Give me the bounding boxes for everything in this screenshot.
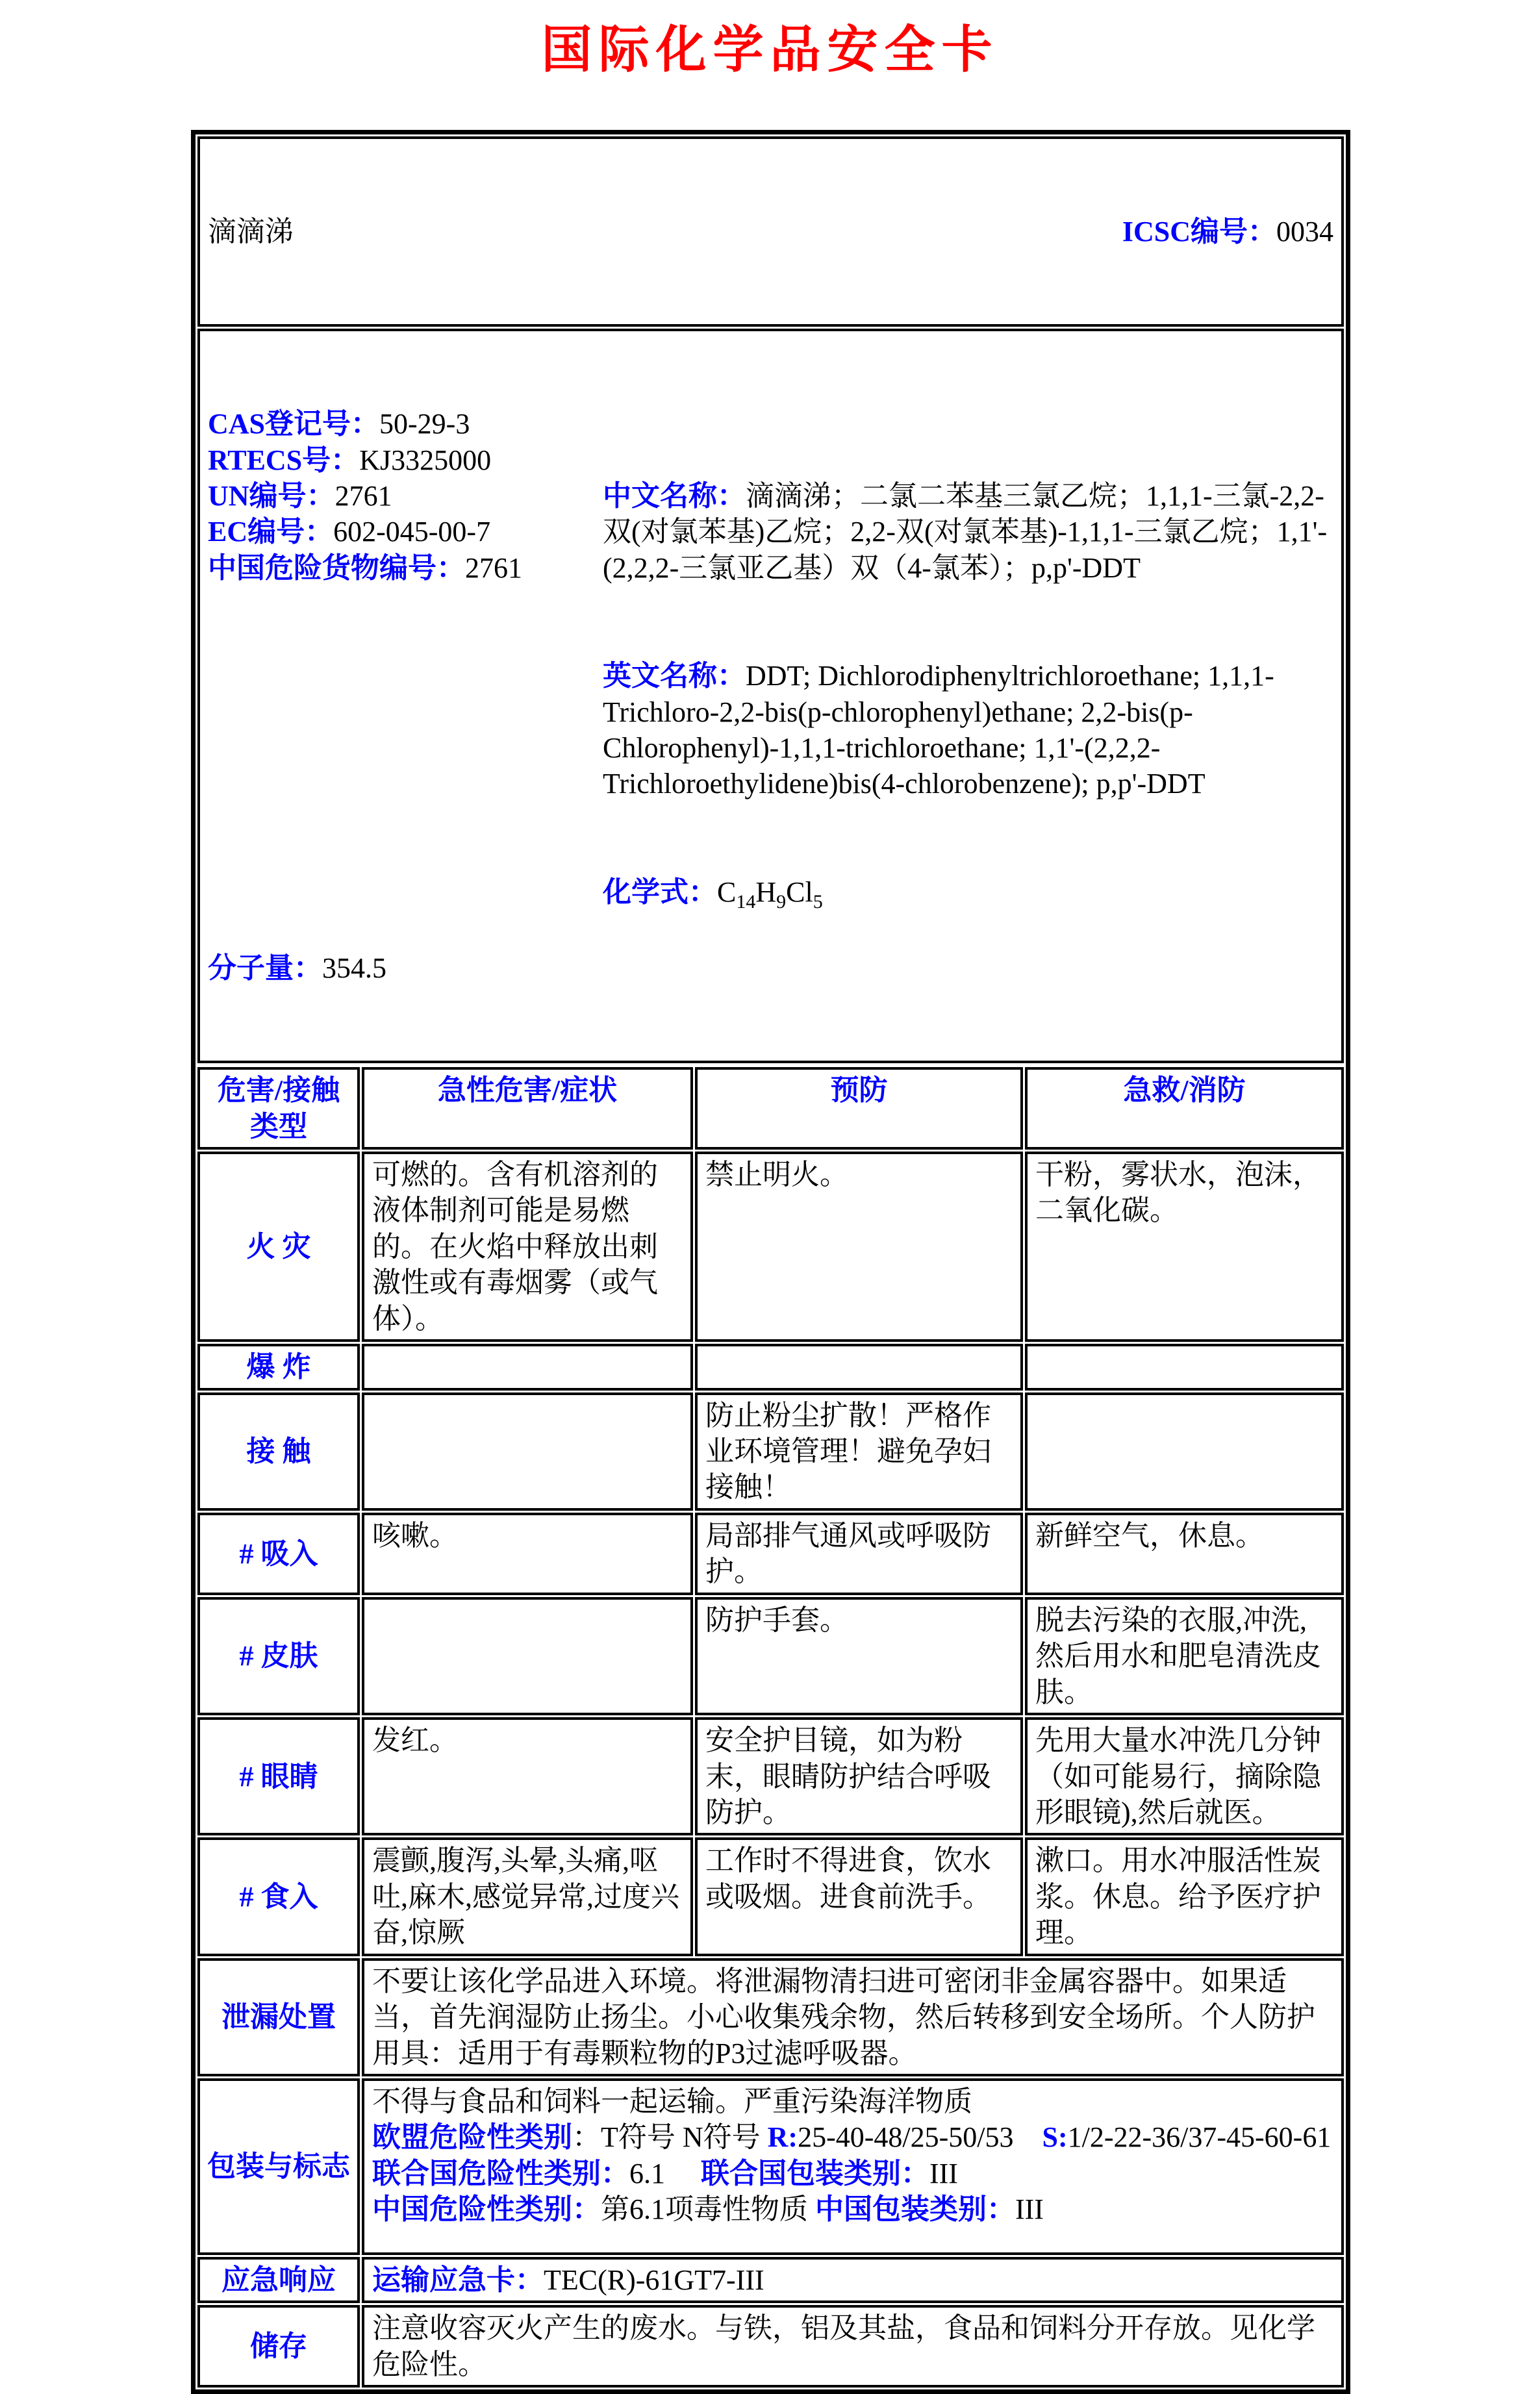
- china-dg-number-value: 2761: [465, 551, 522, 584]
- safety-card: [191, 130, 1350, 2394]
- header-hazard-type: 危害/接触类型: [197, 1067, 360, 1150]
- fire-first-aid-cell: 干粉，雾状水，泡沫，二氧化碳。: [1025, 1152, 1344, 1342]
- english-name-value: DDT; Dichlorodiphenyltrichloroethane; 1,1,1-Trichloro-2,2-bis(p-chlorophenyl)ethane; 2,2-bis(p-Chlorophenyl)-1,1,1-trichloroethane; 1,1'-(2,2,2-Trichloroethylidene)bis(4-chlorobenzene); p,p'-DDT: [603, 660, 1274, 800]
- packaging-labelling-row: [197, 2078, 1344, 2255]
- header-symptoms: 急性危害/症状: [362, 1067, 693, 1150]
- icsc-number-value: 0034: [1276, 215, 1333, 247]
- registry-numbers-block: [208, 406, 603, 986]
- emergency-response-label: 应急响应: [197, 2257, 360, 2303]
- exposure-row: [197, 1392, 1344, 1511]
- molecular-weight-value: 354.5: [322, 951, 386, 984]
- cas-number-label: CAS登记号：: [208, 408, 380, 440]
- chinese-name-label: 中文名称：: [603, 479, 746, 512]
- skin-prevention-cell: 防护手套。: [695, 1597, 1023, 1715]
- emergency-response-row: [197, 2257, 1344, 2303]
- english-name-block: [603, 658, 1333, 802]
- cas-number-value: 50-29-3: [379, 408, 470, 440]
- header-first-aid: 急救/消防: [1025, 1067, 1344, 1150]
- icsc-number-group: [1122, 214, 1333, 249]
- ec-number-label: EC编号：: [208, 516, 334, 548]
- chemical-formula-value: $C_{14}H_9Cl_5$: [717, 876, 823, 913]
- explosion-symptoms-cell: [362, 1344, 693, 1390]
- inhalation-first-aid-cell: 新鲜空气，休息。: [1025, 1513, 1344, 1595]
- spill-disposal-row: [197, 1958, 1344, 2076]
- storage-label: 储存: [197, 2305, 360, 2388]
- substance-name: 滴滴涕: [208, 215, 294, 247]
- eyes-symptoms-cell: 发红。: [362, 1717, 693, 1835]
- english-name-label: 英文名称：: [603, 660, 746, 692]
- exposure-prevention-cell: 防止粉尘扩散！严格作业环境管理！避免孕妇接触！: [695, 1392, 1023, 1511]
- page-title: 国际化学品安全卡: [541, 21, 999, 78]
- identification-row: [197, 329, 1344, 1063]
- ec-number-value: 602-045-00-7: [333, 516, 491, 548]
- ingestion-first-aid-cell: 漱口。用水冲服活性炭浆。休息。给予医疗护理。: [1025, 1837, 1344, 1956]
- spill-disposal-content: 不要让该化学品进入环境。将泄漏物清扫进可密闭非金属容器中。如果适当，首先润湿防止扬尘。小心收集残余物，然后转移到安全场所。个人防护用具：适用于有毒颗粒物的P3过滤呼吸器。: [362, 1958, 1344, 2076]
- spill-disposal-label: 泄漏处置: [197, 1958, 360, 2076]
- skin-symptoms-cell: [362, 1597, 693, 1715]
- rtecs-number-label: RTECS号：: [208, 444, 360, 476]
- title-bar-row: [197, 136, 1344, 327]
- molecular-weight-line: [208, 950, 603, 986]
- rtecs-number-line: [208, 442, 603, 478]
- un-number-value: 2761: [335, 479, 392, 512]
- explosion-prevention-cell: [695, 1344, 1023, 1390]
- skin-row: [197, 1597, 1344, 1715]
- identification-table: [196, 134, 1346, 1065]
- hazard-header-row: [197, 1067, 1344, 1150]
- title-bar-cell: [197, 136, 1344, 327]
- icsc-number-label: ICSC编号：: [1122, 215, 1276, 247]
- storage-content: 注意收容灭火产生的废水。与铁，铝及其盐，食品和饲料分开存放。见化学危险性。: [362, 2305, 1344, 2388]
- fire-row-label: 火 灾: [197, 1152, 360, 1342]
- cas-number-line: [208, 406, 603, 442]
- skin-row-label: # 皮肤: [197, 1597, 360, 1715]
- chemical-formula-block: [603, 874, 1333, 914]
- exposure-symptoms-cell: [362, 1392, 693, 1511]
- china-dg-number-label: 中国危险货物编号：: [208, 551, 465, 584]
- ingestion-symptoms-cell: 震颤,腹泻,头晕,头痛,呕吐,麻木,感觉异常,过度兴奋,惊厥: [362, 1837, 693, 1956]
- ec-number-line: [208, 514, 603, 549]
- exposure-first-aid-cell: [1025, 1392, 1344, 1511]
- hazard-table: [196, 1065, 1346, 2389]
- explosion-row: [197, 1344, 1344, 1390]
- ingestion-row-label: # 食入: [197, 1837, 360, 1956]
- inhalation-row-label: # 吸入: [197, 1513, 360, 1595]
- packaging-labelling-label: 包装与标志: [197, 2078, 360, 2255]
- eyes-first-aid-cell: 先用大量水冲洗几分钟（如可能易行，摘除隐形眼镜),然后就医。: [1025, 1717, 1344, 1835]
- eyes-row-label: # 眼睛: [197, 1717, 360, 1835]
- names-block: [603, 406, 1333, 986]
- fire-prevention-cell: 禁止明火。: [695, 1152, 1023, 1342]
- chemical-formula-label: 化学式：: [603, 876, 717, 908]
- skin-first-aid-cell: 脱去污染的衣服,冲洗,然后用水和肥皂清洗皮肤。: [1025, 1597, 1344, 1715]
- storage-row: [197, 2305, 1344, 2388]
- chinese-name-value: 滴滴涕；二氯二苯基三氯乙烷；1,1,1-三氯-2,2-双(对氯苯基)乙烷；2,2-双(对氯苯基)-1,1,1-三氯乙烷；1,1'-(2,2,2-三氯亚乙基）双（4-氯苯）；p,p'-DDT: [603, 479, 1328, 584]
- identification-cell: [197, 329, 1344, 1063]
- eyes-row: [197, 1717, 1344, 1835]
- inhalation-row: [197, 1513, 1344, 1595]
- ingestion-prevention-cell: 工作时不得进食，饮水或吸烟。进食前洗手。: [695, 1837, 1023, 1956]
- explosion-first-aid-cell: [1025, 1344, 1344, 1390]
- inhalation-prevention-cell: 局部排气通风或呼吸防护。: [695, 1513, 1023, 1595]
- rtecs-number-value: KJ3325000: [359, 444, 492, 476]
- inhalation-symptoms-cell: 咳嗽。: [362, 1513, 693, 1595]
- packaging-labelling-content: 不得与食品和饲料一起运输。严重污染海洋物质 欧盟危险性类别：T符号 N符号 R:25-40-48/25-50/53 S:1/2-22-36/37-45-60-61 联合国危险性类别：6.1 联合国包装类别：III 中国危险性类别：第6.1项毒性物质 中国包装类别：III: [362, 2078, 1344, 2255]
- fire-row: [197, 1152, 1344, 1342]
- un-number-line: [208, 478, 603, 514]
- explosion-row-label: 爆 炸: [197, 1344, 360, 1390]
- molecular-weight-label: 分子量：: [208, 951, 322, 984]
- header-prevention: 预防: [695, 1067, 1023, 1150]
- emergency-response-content: 运输应急卡：TEC(R)-61GT7-III: [362, 2257, 1344, 2303]
- eyes-prevention-cell: 安全护目镜，如为粉末，眼睛防护结合呼吸防护。: [695, 1717, 1023, 1835]
- ingestion-row: [197, 1837, 1344, 1956]
- un-number-label: UN编号：: [208, 479, 335, 512]
- exposure-row-label: 接 触: [197, 1392, 360, 1511]
- chinese-name-block: [603, 478, 1333, 586]
- china-dg-number-line: [208, 550, 603, 586]
- fire-symptoms-cell: 可燃的。含有机溶剂的液体制剂可能是易燃的。在火焰中释放出刺激性或有毒烟雾（或气体）。: [362, 1152, 693, 1342]
